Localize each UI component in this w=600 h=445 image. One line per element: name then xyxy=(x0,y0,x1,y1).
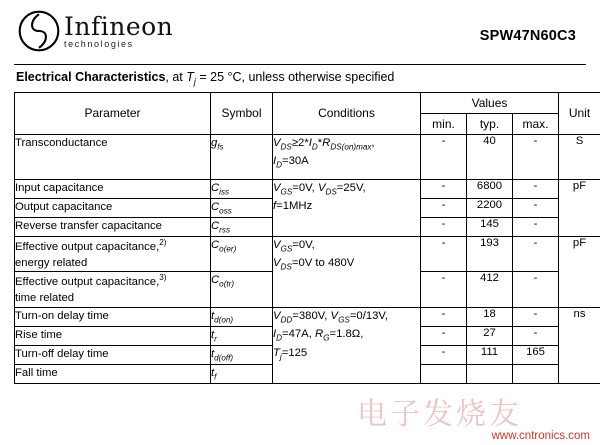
row-min: - xyxy=(421,345,467,364)
row-min: - xyxy=(421,236,467,272)
header-max: max. xyxy=(513,113,559,134)
row-min: - xyxy=(421,272,467,308)
part-number: SPW47N60C3 xyxy=(479,28,576,44)
row-parameter: Turn-off delay time xyxy=(15,345,211,364)
row-parameter: Input capacitance xyxy=(15,179,211,198)
row-parameter-line2: time related xyxy=(15,292,75,305)
row-typ: 6800 xyxy=(467,179,513,198)
electrical-characteristics-table xyxy=(14,92,600,384)
row-max: - xyxy=(513,179,559,198)
company-name: Infineon xyxy=(64,11,174,41)
row-typ: 27 xyxy=(467,326,513,345)
table-row xyxy=(15,307,600,326)
row-max: - xyxy=(513,272,559,308)
section-title xyxy=(14,65,586,92)
header-typ: typ. xyxy=(467,113,513,134)
row-symbol xyxy=(211,236,273,272)
row-typ: 18 xyxy=(467,307,513,326)
symbol-sub: rss xyxy=(219,224,231,234)
symbol-sub: fs xyxy=(217,141,224,151)
row-conditions: $V_{DS}\ge 2*I_D*R_{DS(on)max}$, $I_D=30A$ xyxy=(273,134,421,179)
row-typ: 193 xyxy=(467,236,513,272)
header-unit: Unit xyxy=(559,92,600,134)
symbol-main: t xyxy=(211,366,215,379)
row-unit: ns xyxy=(559,307,600,383)
section-title-rest2: = 25 °C, unless otherwise specified xyxy=(195,70,395,84)
row-symbol xyxy=(211,364,273,383)
row-min: - xyxy=(421,134,467,179)
symbol-main: C xyxy=(211,181,220,194)
symbol-sub: d(on) xyxy=(214,314,234,324)
row-parameter xyxy=(15,272,211,308)
row-typ: 40 xyxy=(467,134,513,179)
infineon-logo xyxy=(18,10,173,52)
symbol-main: g xyxy=(211,136,218,149)
row-min: - xyxy=(421,307,467,326)
table-row xyxy=(15,134,600,179)
symbol-sub: iss xyxy=(219,186,230,196)
symbol-main: C xyxy=(211,274,220,287)
table-header-row xyxy=(15,92,600,113)
row-symbol xyxy=(211,134,273,179)
header-conditions: Conditions xyxy=(273,92,421,134)
symbol-sub: f xyxy=(214,372,217,382)
row-parameter: Reverse transfer capacitance xyxy=(15,217,211,236)
symbol-sub: d(off) xyxy=(214,353,234,363)
header-parameter: Parameter xyxy=(15,92,211,134)
row-parameter-footnote: 2) xyxy=(159,237,167,247)
row-symbol xyxy=(211,345,273,364)
tj-subscript: j xyxy=(193,76,196,87)
row-max: - xyxy=(513,198,559,217)
row-min: - xyxy=(421,179,467,198)
watermark-text: 电子发烧友 xyxy=(357,397,522,432)
row-parameter xyxy=(15,236,211,272)
header-min: min. xyxy=(421,113,467,134)
row-min: - xyxy=(421,198,467,217)
symbol-main: C xyxy=(211,200,220,213)
row-max xyxy=(513,364,559,383)
header-symbol: Symbol xyxy=(211,92,273,134)
row-conditions: $V_{DD}=380V$, $V_{GS}=0/13V$, $I_D=47A$, $R_G=1.8\Omega$, $T_j=125$ xyxy=(273,307,421,383)
row-symbol xyxy=(211,179,273,198)
row-symbol xyxy=(211,217,273,236)
row-min: - xyxy=(421,217,467,236)
watermark-site: www.cntronics.com xyxy=(491,430,590,442)
section-title-bold: Electrical Characteristics xyxy=(16,70,166,84)
row-unit: S xyxy=(559,134,600,179)
infineon-logo-icon xyxy=(18,10,60,52)
symbol-sub: oss xyxy=(219,205,232,215)
table-row xyxy=(15,179,600,198)
row-parameter: Output capacitance xyxy=(15,198,211,217)
table-row xyxy=(15,236,600,272)
row-conditions: $V_{GS}=0V$, $V_{DS}=0V$ to 480V xyxy=(273,236,421,307)
row-conditions: $V_{GS}=0V$, $V_{DS}=25V$, f=1MHz xyxy=(273,179,421,236)
tj-symbol: T xyxy=(186,70,194,84)
row-typ xyxy=(467,364,513,383)
row-parameter: Turn-on delay time xyxy=(15,307,211,326)
row-max: - xyxy=(513,326,559,345)
header-values: Values xyxy=(421,92,559,113)
row-symbol xyxy=(211,198,273,217)
row-parameter-line1: Effective output capacitance, xyxy=(15,275,160,288)
section-title-rest1: , at xyxy=(165,70,187,84)
row-typ: 412 xyxy=(467,272,513,308)
page-header xyxy=(14,8,586,64)
symbol-main: C xyxy=(211,238,220,251)
row-min xyxy=(421,364,467,383)
symbol-main: t xyxy=(211,328,215,341)
row-typ: 145 xyxy=(467,217,513,236)
symbol-sub: o(er) xyxy=(219,243,237,253)
row-max: - xyxy=(513,217,559,236)
company-tagline: technologies xyxy=(64,38,134,49)
symbol-sub: r xyxy=(214,333,217,343)
row-parameter: Fall time xyxy=(15,364,211,383)
row-parameter-line1: Effective output capacitance, xyxy=(15,240,160,253)
row-max: - xyxy=(513,236,559,272)
row-max: - xyxy=(513,307,559,326)
row-symbol xyxy=(211,272,273,308)
row-min: - xyxy=(421,326,467,345)
row-symbol xyxy=(211,307,273,326)
symbol-sub: o(tr) xyxy=(219,279,235,289)
row-parameter: Rise time xyxy=(15,326,211,345)
row-typ: 2200 xyxy=(467,198,513,217)
row-max: 165 xyxy=(513,345,559,364)
row-typ: 111 xyxy=(467,345,513,364)
row-symbol xyxy=(211,326,273,345)
symbol-main: t xyxy=(211,309,215,322)
symbol-main: C xyxy=(211,219,220,232)
row-max: - xyxy=(513,134,559,179)
symbol-main: t xyxy=(211,347,215,360)
row-parameter: Transconductance xyxy=(15,134,211,179)
row-parameter-line2: energy related xyxy=(15,256,88,269)
row-unit: pF xyxy=(559,179,600,236)
row-unit: pF xyxy=(559,236,600,307)
row-parameter-footnote: 3) xyxy=(159,273,167,283)
